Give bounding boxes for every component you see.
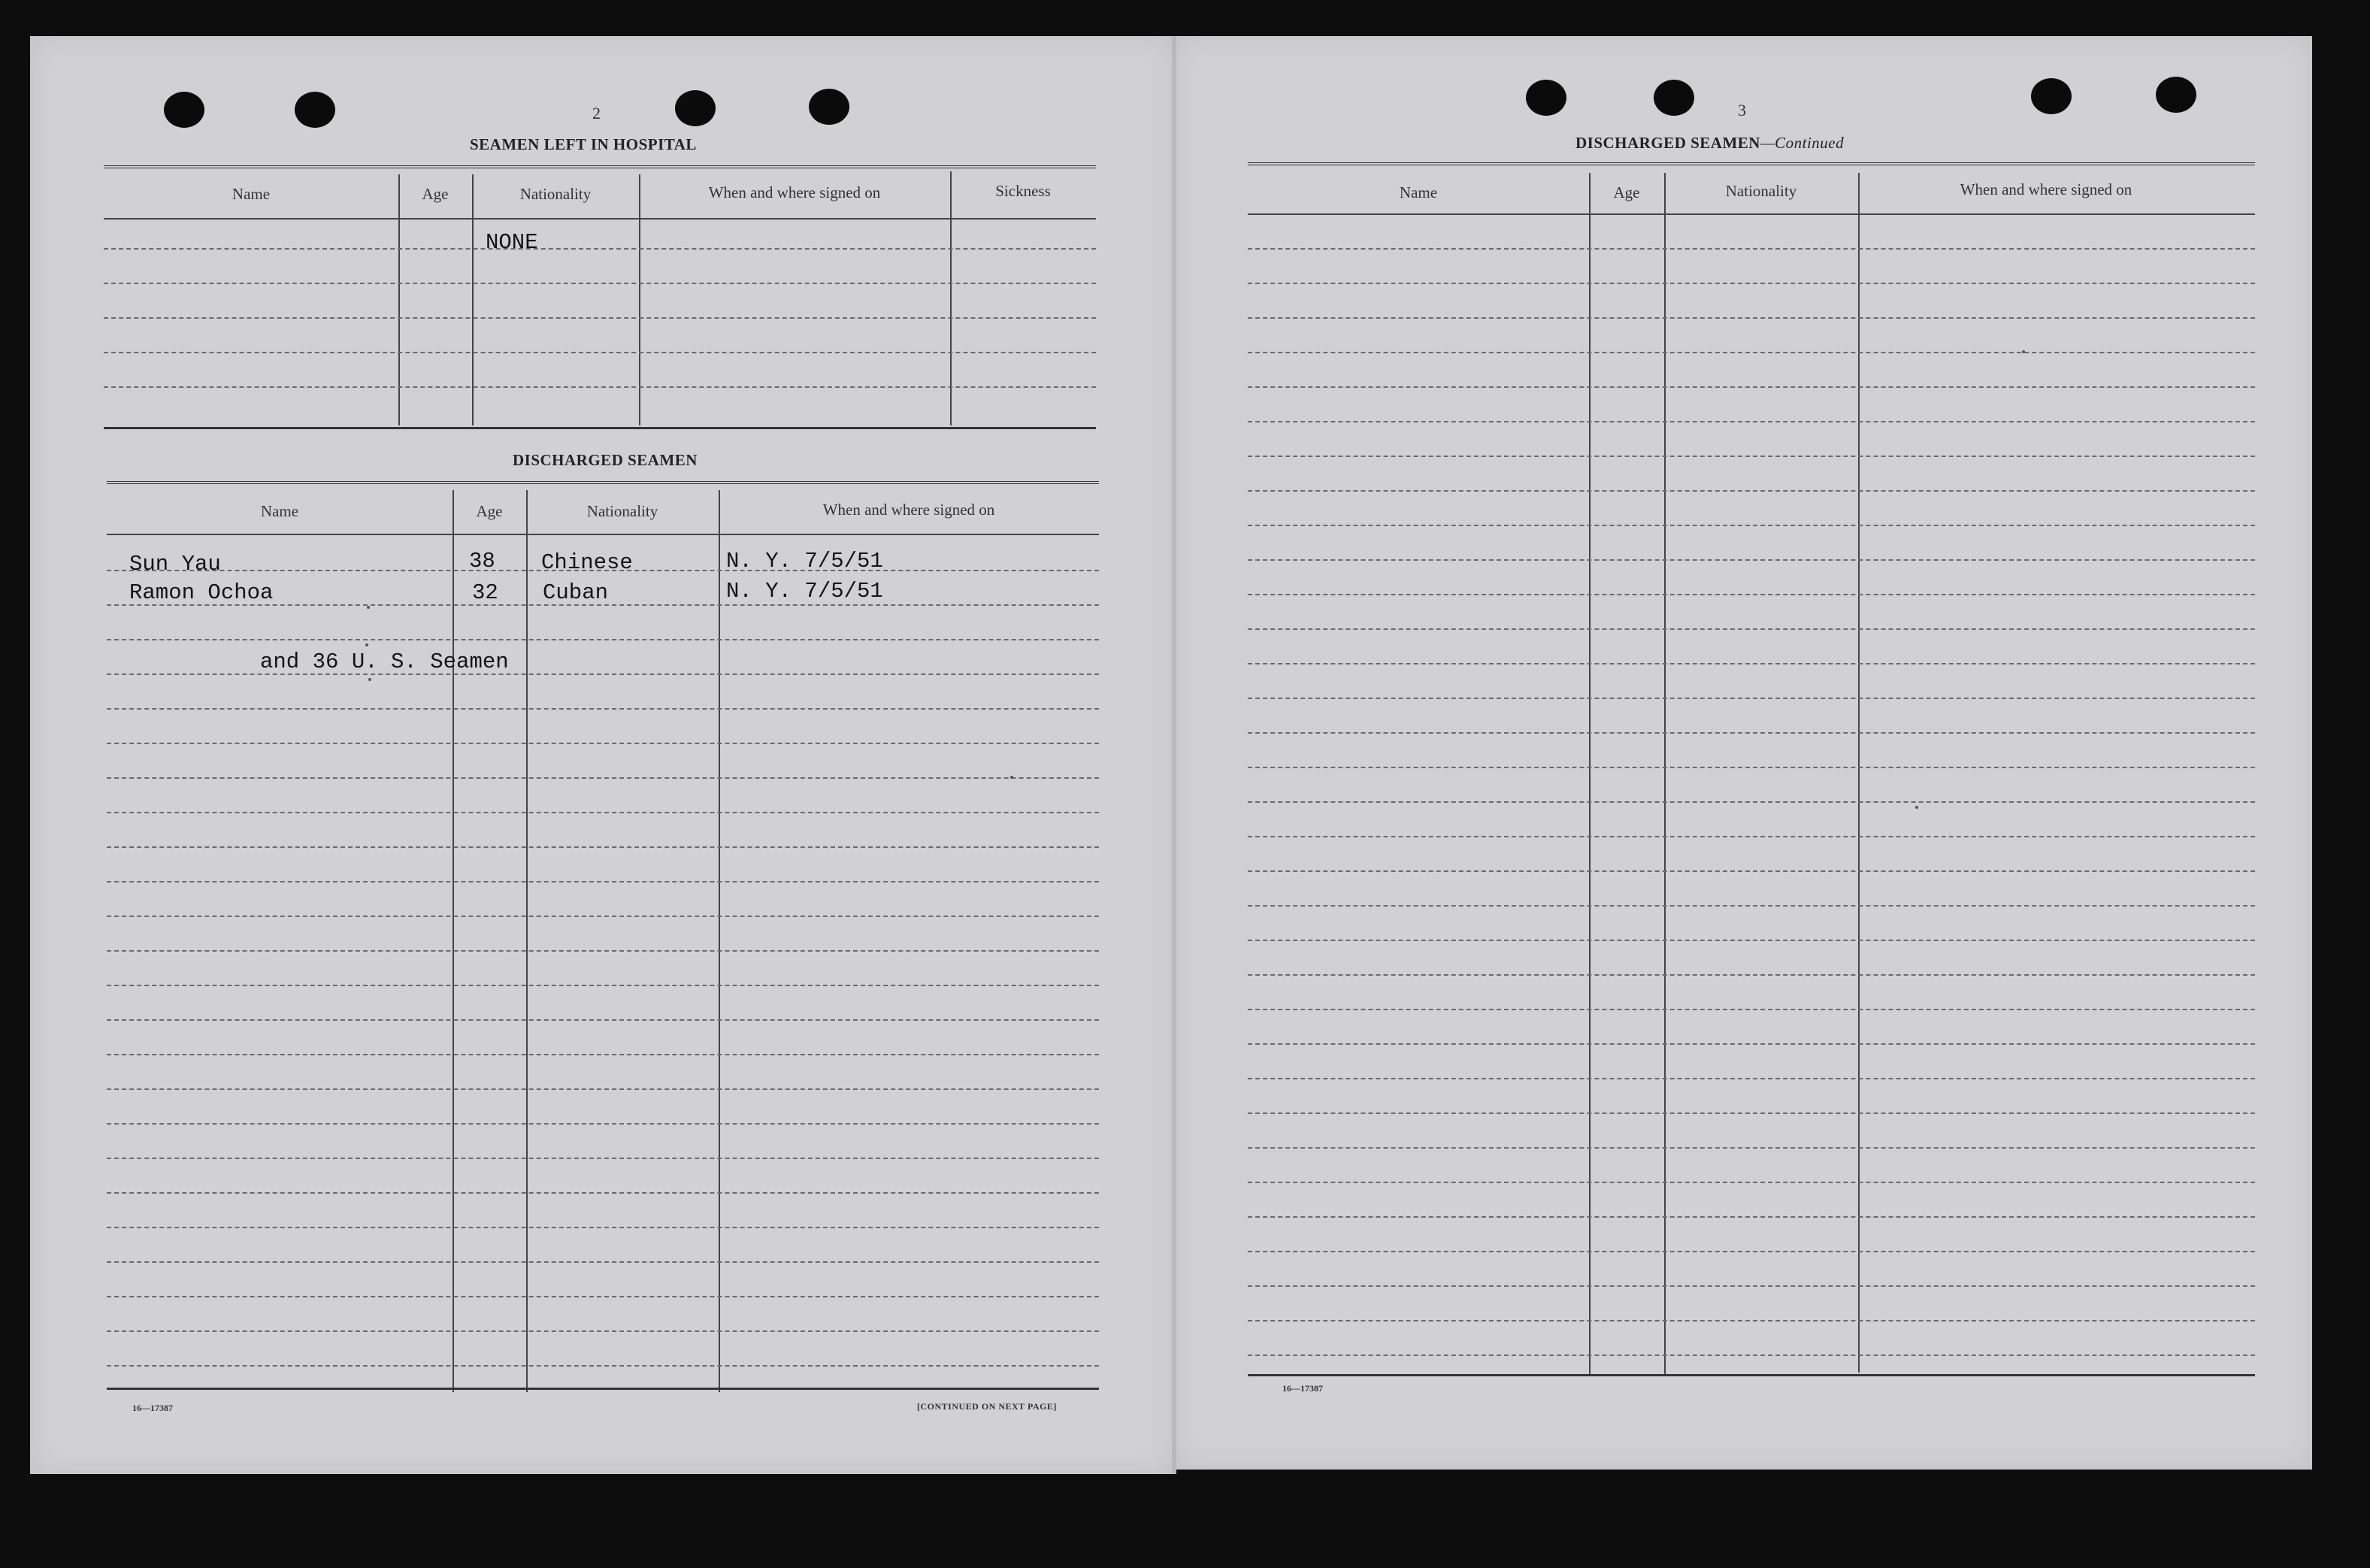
header-name: Name [232,185,271,203]
header-sickness: Sickness [995,182,1051,200]
punch-hole [1526,80,1566,116]
header-name: Name [1399,183,1438,201]
continued-note: [CONTINUED ON NEXT PAGE] [917,1401,1057,1412]
scan-speck [2022,350,2025,353]
seaman-signed-on: N. Y. 7/5/51 [726,579,883,604]
page-number: 3 [1738,101,1746,120]
discharged-continued-title [1575,134,1844,153]
header-age: Age [422,185,449,203]
discharged-table [107,480,1099,1391]
scan-speck [367,606,370,609]
page-number: 2 [592,104,601,123]
form-number: 16—17387 [1282,1383,1323,1394]
title-continued: —Continued [1760,134,1845,152]
punch-hole [1654,80,1694,116]
seaman-age: 32 [472,580,498,605]
discharged-section-title: DISCHARGED SEAMEN [513,451,698,469]
seaman-name: Sun Yau [129,552,221,577]
hospital-section-title: SEAMEN LEFT IN HOSPITAL [470,135,697,153]
discharged-continued-table [1248,161,2255,1379]
punch-hole [809,89,849,125]
punch-hole [2156,77,2196,113]
scan-speck [368,678,371,681]
page-fold [1172,36,1176,1474]
title-main: DISCHARGED SEAMEN [1575,134,1760,152]
seaman-signed-on: N. Y. 7/5/51 [726,549,883,574]
seaman-nationality: Cuban [543,580,609,605]
scan-speck [1010,776,1013,779]
punch-hole [2031,78,2072,114]
header-name: Name [260,502,299,520]
header-signed-on: When and where signed on [1960,180,2132,198]
seaman-nationality: Chinese [541,550,633,575]
punch-hole [675,90,716,126]
header-nationality: Nationality [519,185,592,203]
scan-speck [365,643,368,646]
header-nationality: Nationality [586,502,658,520]
punch-hole [295,92,335,128]
header-age: Age [1613,183,1640,201]
punch-hole [164,92,204,128]
hospital-table [104,164,1096,431]
header-age: Age [476,502,503,520]
form-number: 16—17387 [132,1403,173,1413]
header-signed-on: When and where signed on [708,183,881,201]
seaman-name: Ramon Ochoa [129,580,274,605]
header-nationality: Nationality [1725,182,1797,200]
us-seamen-note: and 36 U. S. Seamen [260,649,509,674]
header-signed-on: When and where signed on [822,501,995,519]
hospital-entry-none: NONE [486,230,538,255]
scan-speck [1915,806,1918,809]
seaman-age: 38 [469,549,495,574]
